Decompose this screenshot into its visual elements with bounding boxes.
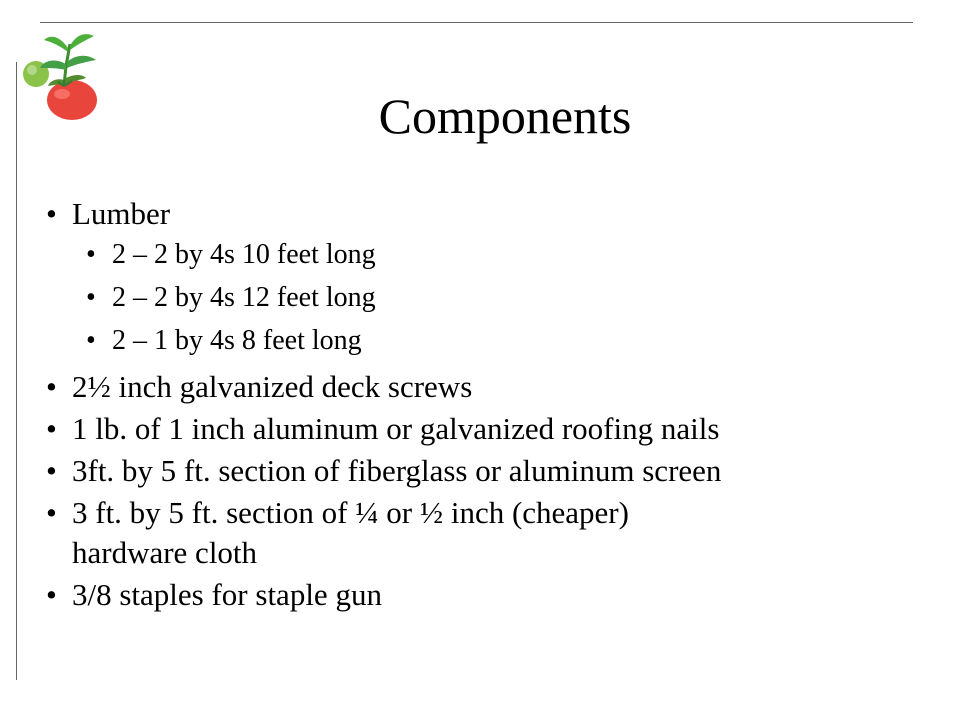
list-item-hardware-cloth (46, 493, 926, 573)
sub-item (46, 238, 926, 272)
sub-item (46, 324, 926, 358)
list-item-text: 3ft. by 5 ft. section of fiberglass or aluminum screen (72, 453, 722, 488)
bullet-icon: • (86, 239, 96, 270)
bullet-icon: • (46, 577, 57, 612)
list-item-text: 2½ inch galvanized deck screws (72, 369, 473, 404)
bullet-icon: • (46, 196, 57, 231)
list-item-roofing-nails (46, 409, 926, 449)
list-item-deck-screws (46, 367, 926, 407)
left-divider (16, 62, 17, 680)
slide-title: Components (378, 88, 632, 144)
sub-item-text: 2 – 2 by 4s 12 feet long (112, 282, 376, 313)
list-item-text: 1 lb. of 1 inch aluminum or galvanized roofing nails (72, 411, 720, 446)
sub-item (46, 281, 926, 315)
list-item-text-line1: 3 ft. by 5 ft. section of ¼ or ½ inch (cheaper) (72, 495, 629, 530)
sub-list (46, 238, 926, 358)
bullet-icon: • (46, 369, 57, 404)
list-item-screen (46, 451, 926, 491)
list-item-text: 3/8 staples for staple gun (72, 577, 382, 612)
list-item-text-line2: hardware cloth (72, 535, 258, 570)
list-item-staples (46, 575, 926, 615)
bullet-icon: • (86, 325, 96, 356)
bullet-list (46, 194, 926, 617)
top-divider (40, 22, 913, 23)
bullet-icon: • (86, 282, 96, 313)
bullet-icon: • (46, 495, 57, 530)
sub-item-text: 2 – 2 by 4s 10 feet long (112, 239, 376, 270)
sub-item-text: 2 – 1 by 4s 8 feet long (112, 325, 362, 356)
bullet-icon: • (46, 453, 57, 488)
bullet-icon: • (46, 411, 57, 446)
list-item-text: Lumber (72, 196, 171, 231)
list-item-lumber (46, 194, 926, 358)
